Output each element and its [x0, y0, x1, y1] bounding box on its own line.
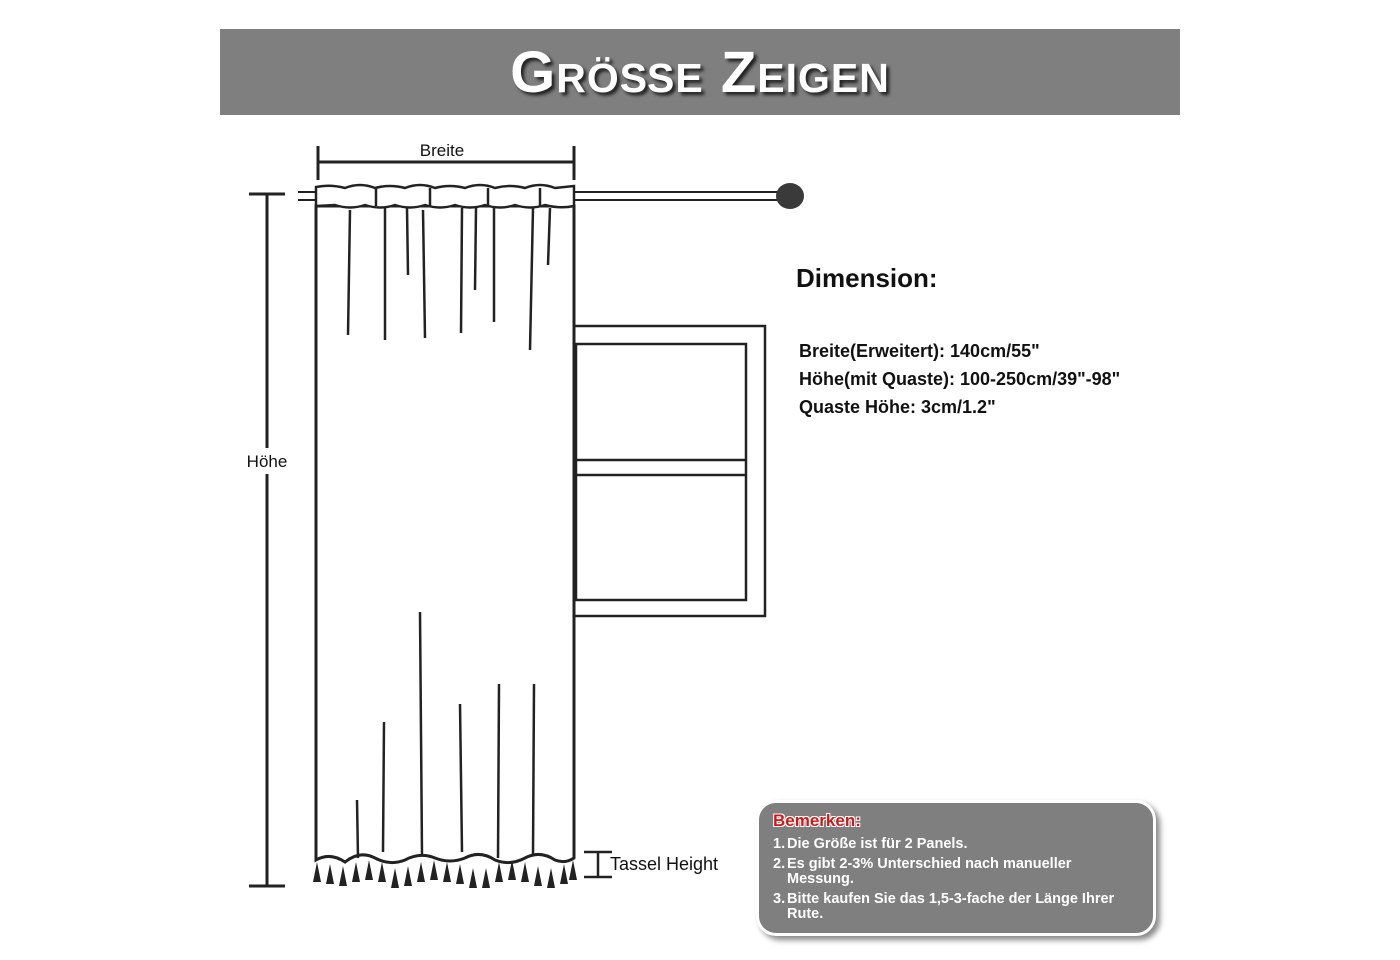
tassel-height-marker [584, 852, 612, 877]
dimension-tassel: Quaste Höhe: 3cm/1.2" [799, 397, 996, 417]
notes-box [756, 800, 1156, 936]
notes-list [773, 837, 1135, 922]
notes-title: Bemerken: [773, 811, 861, 830]
dimension-height: Höhe(mit Quaste): 100-250cm/39"-98" [799, 369, 1121, 389]
dimension-title: Dimension: [796, 263, 938, 293]
note-item [773, 857, 1135, 887]
note-text: Die Größe ist für 2 Panels. [787, 836, 968, 852]
width-label: Breite [419, 141, 465, 160]
window-frame [560, 326, 765, 616]
note-number: 3. [773, 891, 786, 907]
page-title: Größe Zeigen [510, 39, 890, 105]
curtain-panel [316, 185, 574, 863]
dimension-width: Breite(Erweitert): 140cm/55" [799, 341, 1040, 361]
note-item [773, 892, 1135, 922]
height-dimension [249, 194, 285, 886]
dimension-list [799, 337, 1120, 421]
note-text: Es gibt 2-3% Unterschied nach manueller Messung. [787, 856, 1072, 887]
note-number: 2. [773, 856, 786, 872]
note-number: 1. [773, 836, 786, 852]
tassel-fringe [313, 860, 577, 888]
height-label: Höhe [246, 452, 288, 471]
note-item [773, 837, 1135, 852]
note-text: Bitte kaufen Sie das 1,5-3-fache der Länge Ihrer Rute. [787, 891, 1115, 922]
tassel-height-label: Tassel Height [610, 854, 719, 874]
